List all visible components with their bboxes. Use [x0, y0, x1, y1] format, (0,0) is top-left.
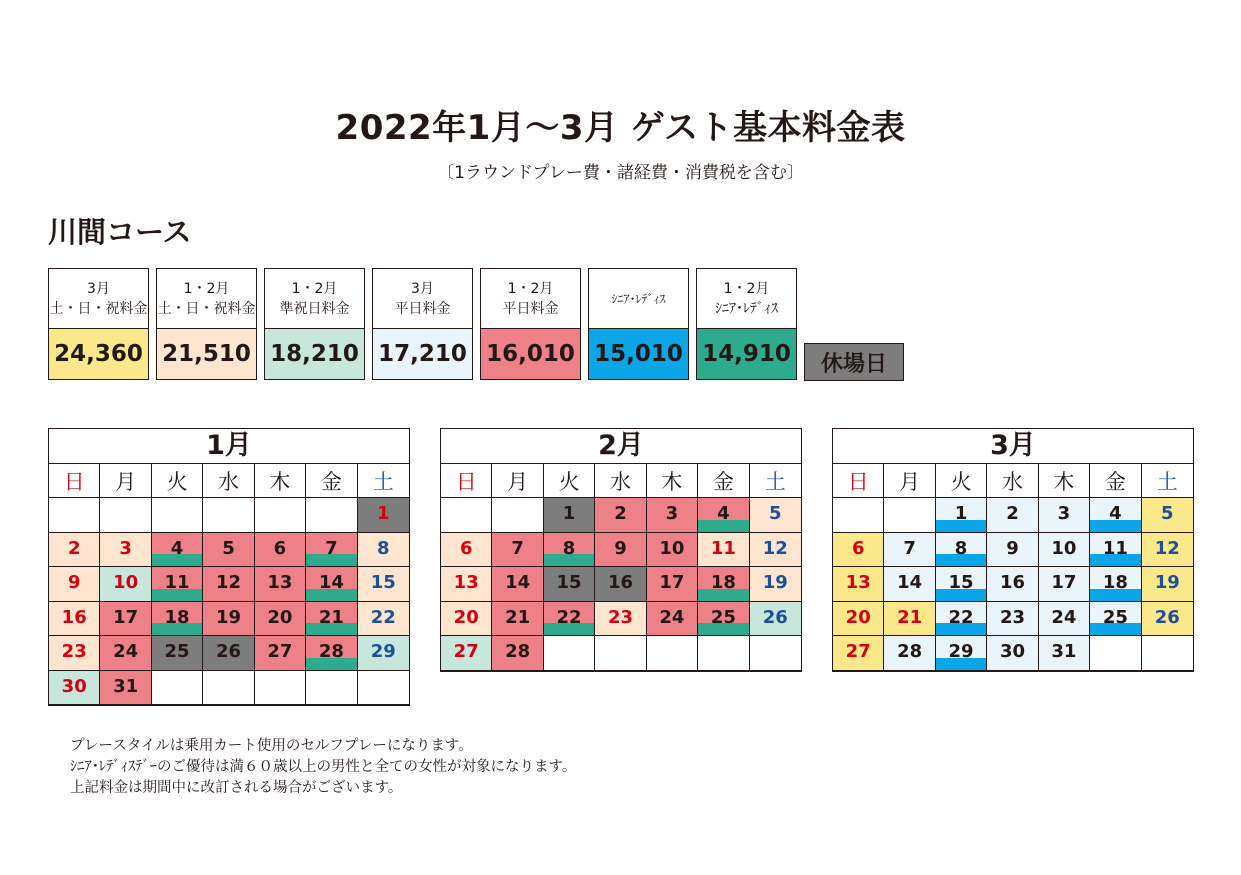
day-cell	[441, 498, 492, 533]
calendar-grid	[833, 464, 1193, 671]
legend-label-line: 平日料金	[394, 300, 451, 317]
day-number: 20	[267, 606, 293, 628]
day-number: 18	[1102, 572, 1128, 593]
day-cell	[750, 636, 801, 671]
month-title: 3月	[833, 429, 1193, 464]
day-cell	[306, 533, 357, 568]
day-cell	[492, 533, 543, 568]
day-cell	[306, 671, 357, 706]
day-cell	[1090, 636, 1141, 671]
closed-day-legend: 休場日	[804, 343, 904, 381]
legend-label	[696, 268, 797, 328]
day-number: 17	[113, 606, 139, 628]
day-cell	[1090, 533, 1141, 568]
day-number: 26	[1154, 606, 1180, 628]
day-cell	[306, 636, 357, 671]
month-title: 2月	[441, 429, 801, 464]
day-cell	[492, 498, 543, 533]
day-cell	[152, 567, 203, 602]
day-number: 17	[1051, 572, 1077, 593]
weekday-header: 水	[987, 464, 1038, 498]
day-cell	[203, 602, 254, 637]
day-number: 27	[845, 641, 871, 662]
day-number: 7	[903, 537, 916, 559]
day-cell	[647, 533, 698, 568]
weekday-header: 日	[49, 464, 100, 498]
weekday-header: 火	[152, 464, 203, 498]
day-cell	[698, 533, 749, 568]
legend-item	[156, 268, 257, 380]
day-number: 15	[948, 572, 974, 593]
weekday-header: 土	[750, 464, 801, 498]
day-number: 6	[851, 537, 865, 559]
day-number: 30	[61, 675, 87, 697]
day-cell	[203, 636, 254, 671]
day-number: 21	[505, 606, 531, 628]
day-number: 20	[453, 606, 479, 628]
day-number: 27	[453, 641, 479, 662]
day-number: 7	[511, 537, 524, 559]
day-number: 29	[948, 641, 974, 662]
course-name: 川間コース	[48, 215, 192, 249]
day-cell	[358, 567, 409, 602]
weekday-header: 木	[255, 464, 306, 498]
day-cell	[49, 636, 100, 671]
day-cell	[255, 636, 306, 671]
day-cell	[306, 602, 357, 637]
day-cell	[49, 671, 100, 706]
day-cell	[833, 567, 884, 602]
day-number: 2	[67, 537, 81, 559]
day-cell	[698, 602, 749, 637]
day-cell	[1090, 567, 1141, 602]
day-number: 19	[1154, 572, 1180, 593]
weekday-header: 水	[203, 464, 254, 498]
day-number: 19	[215, 606, 242, 628]
legend-label	[372, 268, 473, 328]
note-line: ｼﾆｱ･ﾚﾃﾞｨｽﾃﾞｰのご優待は満６０歳以上の男性と全ての女性が対象になります。	[70, 759, 577, 775]
day-number: 14	[505, 572, 531, 593]
day-number: 1	[562, 503, 576, 524]
day-number: 25	[164, 641, 190, 662]
calendar-grid	[49, 464, 409, 705]
day-number: 10	[1051, 537, 1077, 559]
weekday-header: 土	[358, 464, 409, 498]
day-cell	[152, 671, 203, 706]
day-number: 22	[370, 606, 396, 628]
day-number: 25	[710, 606, 736, 628]
legend-price: 14,910	[696, 328, 797, 380]
day-cell	[152, 498, 203, 533]
weekday-header: 金	[306, 464, 357, 498]
day-cell	[255, 671, 306, 706]
day-cell	[833, 498, 884, 533]
day-number: 24	[1051, 606, 1077, 628]
day-number: 21	[318, 606, 344, 628]
day-number: 24	[113, 641, 139, 662]
day-cell	[49, 533, 100, 568]
weekday-header: 火	[936, 464, 987, 498]
day-number: 31	[113, 675, 139, 697]
day-cell	[884, 636, 935, 671]
weekday-header: 月	[492, 464, 543, 498]
day-cell	[698, 498, 749, 533]
day-cell	[595, 602, 646, 637]
day-cell	[936, 533, 987, 568]
day-number: 28	[318, 641, 344, 662]
legend-price: 21,510	[156, 328, 257, 380]
page-title: 2022年1月〜3月 ゲスト基本料金表	[335, 108, 906, 148]
day-number: 4	[717, 503, 730, 524]
day-cell	[492, 636, 543, 671]
legend-label-line: 1・2月	[291, 280, 338, 297]
day-cell	[1142, 602, 1193, 637]
note-line: 上記料金は期間中に改訂される場合がございます。	[70, 780, 403, 796]
day-cell	[647, 567, 698, 602]
day-number: 11	[1102, 537, 1128, 559]
legend-price: 24,360	[48, 328, 149, 380]
day-cell	[152, 636, 203, 671]
legend-label-line: 土・日・祝料金	[157, 300, 256, 317]
day-number: 12	[762, 537, 788, 559]
day-number: 23	[61, 641, 87, 662]
day-cell	[152, 533, 203, 568]
day-cell	[203, 498, 254, 533]
day-cell	[441, 533, 492, 568]
day-cell	[544, 567, 595, 602]
legend-label-line: 1・2月	[183, 280, 230, 297]
day-number: 13	[453, 572, 479, 593]
day-cell	[100, 498, 151, 533]
day-cell	[1039, 602, 1090, 637]
weekday-header: 木	[647, 464, 698, 498]
day-cell	[203, 671, 254, 706]
day-cell	[358, 671, 409, 706]
day-cell	[1142, 636, 1193, 671]
day-cell	[936, 636, 987, 671]
day-cell	[203, 567, 254, 602]
day-cell	[441, 636, 492, 671]
day-cell	[100, 636, 151, 671]
day-number: 27	[267, 641, 293, 662]
day-cell	[49, 567, 100, 602]
day-cell	[1039, 533, 1090, 568]
day-number: 1	[377, 503, 390, 524]
day-cell	[647, 602, 698, 637]
day-cell	[987, 498, 1038, 533]
day-number: 30	[999, 641, 1026, 662]
day-cell	[595, 498, 646, 533]
day-cell	[358, 602, 409, 637]
day-cell	[100, 671, 151, 706]
day-number: 10	[113, 572, 139, 593]
day-number: 13	[267, 572, 293, 593]
day-cell	[358, 533, 409, 568]
day-number: 16	[607, 572, 634, 593]
day-cell	[750, 498, 801, 533]
day-cell	[698, 567, 749, 602]
day-number: 8	[562, 537, 576, 559]
legend-item	[264, 268, 365, 380]
legend-label-line: 1・2月	[507, 280, 554, 297]
month-title: 1月	[49, 429, 409, 464]
legend-label-line: 土・日・祝料金	[49, 300, 148, 317]
day-cell	[1039, 636, 1090, 671]
day-number: 28	[897, 641, 923, 662]
day-number: 5	[1161, 503, 1174, 524]
day-number: 6	[459, 537, 473, 559]
day-cell	[936, 498, 987, 533]
day-number: 15	[556, 572, 582, 593]
day-cell	[750, 533, 801, 568]
legend-label-line: ｼﾆｱ･ﾚﾃﾞｨｽ	[611, 291, 666, 306]
weekday-header: 水	[595, 464, 646, 498]
day-cell	[358, 498, 409, 533]
day-cell	[1142, 533, 1193, 568]
weekday-header: 月	[884, 464, 935, 498]
legend-label	[588, 268, 689, 328]
legend-label	[156, 268, 257, 328]
day-cell	[544, 636, 595, 671]
legend-item	[372, 268, 473, 380]
day-number: 23	[607, 606, 634, 628]
day-cell	[647, 498, 698, 533]
legend-price: 18,210	[264, 328, 365, 380]
day-number: 18	[164, 606, 190, 628]
day-number: 3	[119, 537, 132, 559]
weekday-header: 火	[544, 464, 595, 498]
legend-price: 17,210	[372, 328, 473, 380]
day-number: 26	[215, 641, 242, 662]
day-number: 18	[710, 572, 736, 593]
page-subtitle: 〔1ラウンドプレー費・諸経費・消費税を含む〕	[437, 163, 804, 183]
day-cell	[544, 498, 595, 533]
month-calendar	[832, 428, 1194, 672]
day-number: 4	[1109, 503, 1122, 524]
legend-label	[264, 268, 365, 328]
day-cell	[698, 636, 749, 671]
day-cell	[152, 602, 203, 637]
day-number: 4	[170, 537, 184, 559]
legend-price: 15,010	[588, 328, 689, 380]
day-cell	[544, 533, 595, 568]
day-number: 2	[1006, 503, 1019, 524]
legend-label-line: ｼﾆｱ･ﾚﾃﾞｨｽ	[715, 300, 778, 317]
day-number: 10	[659, 537, 685, 559]
calendar-grid	[441, 464, 801, 671]
day-number: 9	[614, 537, 627, 559]
day-number: 25	[1102, 606, 1128, 628]
notes	[70, 736, 576, 799]
day-number: 8	[377, 537, 390, 559]
day-cell	[987, 567, 1038, 602]
day-number: 5	[222, 537, 235, 559]
day-cell	[255, 602, 306, 637]
legend-label-line: 準祝日料金	[279, 300, 350, 317]
day-number: 7	[325, 537, 338, 559]
day-number: 9	[1006, 537, 1019, 559]
day-cell	[750, 567, 801, 602]
day-cell	[203, 533, 254, 568]
weekday-header: 金	[1090, 464, 1141, 498]
day-number: 29	[370, 641, 396, 662]
day-cell	[255, 533, 306, 568]
legend-label	[48, 268, 149, 328]
day-number: 28	[505, 641, 531, 662]
day-number: 16	[999, 572, 1026, 593]
day-cell	[358, 636, 409, 671]
legend-item	[588, 268, 689, 380]
legend-label-line: 3月	[87, 280, 110, 297]
day-number: 11	[164, 572, 190, 593]
day-number: 3	[1057, 503, 1071, 524]
day-cell	[833, 602, 884, 637]
day-cell	[1090, 602, 1141, 637]
legend-price: 16,010	[480, 328, 581, 380]
day-cell	[255, 567, 306, 602]
day-number: 14	[897, 572, 923, 593]
day-cell	[750, 602, 801, 637]
legend-item	[480, 268, 581, 380]
day-cell	[100, 602, 151, 637]
day-number: 12	[215, 572, 242, 593]
month-calendar	[48, 428, 410, 706]
weekday-header: 月	[100, 464, 151, 498]
day-number: 6	[273, 537, 287, 559]
day-cell	[647, 636, 698, 671]
legend-item	[48, 268, 149, 380]
legend-item	[696, 268, 797, 380]
day-cell	[441, 567, 492, 602]
day-number: 16	[61, 606, 87, 628]
weekday-header: 木	[1039, 464, 1090, 498]
day-number: 31	[1051, 641, 1077, 662]
day-cell	[936, 602, 987, 637]
day-cell	[100, 567, 151, 602]
day-number: 22	[948, 606, 974, 628]
legend-label	[480, 268, 581, 328]
day-number: 11	[710, 537, 736, 559]
day-number: 14	[318, 572, 344, 593]
day-cell	[595, 636, 646, 671]
day-cell	[884, 602, 935, 637]
day-cell	[987, 602, 1038, 637]
day-cell	[441, 602, 492, 637]
day-cell	[1039, 567, 1090, 602]
weekday-header: 日	[833, 464, 884, 498]
day-number: 12	[1154, 537, 1180, 559]
day-cell	[936, 567, 987, 602]
day-number: 9	[67, 572, 81, 593]
day-cell	[884, 498, 935, 533]
day-number: 24	[659, 606, 685, 628]
day-number: 19	[762, 572, 788, 593]
month-calendar	[440, 428, 802, 672]
day-cell	[49, 498, 100, 533]
day-cell	[833, 636, 884, 671]
day-number: 1	[954, 503, 968, 524]
day-cell	[884, 533, 935, 568]
legend-label-line: 3月	[411, 280, 434, 297]
day-cell	[100, 533, 151, 568]
day-cell	[987, 533, 1038, 568]
day-number: 20	[845, 606, 871, 628]
day-number: 2	[614, 503, 627, 524]
day-number: 8	[954, 537, 968, 559]
legend-label-line: 平日料金	[502, 300, 559, 317]
day-number: 21	[897, 606, 923, 628]
day-cell	[492, 602, 543, 637]
weekday-header: 日	[441, 464, 492, 498]
day-cell	[884, 567, 935, 602]
day-number: 17	[659, 572, 685, 593]
legend-label-line: 1・2月	[723, 280, 770, 297]
day-number: 3	[665, 503, 679, 524]
day-number: 15	[370, 572, 396, 593]
day-cell	[595, 533, 646, 568]
day-cell	[49, 602, 100, 637]
day-number: 23	[999, 606, 1026, 628]
day-cell	[987, 636, 1038, 671]
day-cell	[1142, 567, 1193, 602]
day-cell	[833, 533, 884, 568]
day-cell	[306, 567, 357, 602]
day-number: 26	[762, 606, 788, 628]
weekday-header: 土	[1142, 464, 1193, 498]
day-cell	[1039, 498, 1090, 533]
weekday-header: 金	[698, 464, 749, 498]
day-cell	[1090, 498, 1141, 533]
day-number: 5	[769, 503, 782, 524]
day-cell	[544, 602, 595, 637]
note-line: プレースタイルは乗用カート使用のセルフプレーになります。	[70, 738, 473, 754]
day-cell	[255, 498, 306, 533]
day-cell	[306, 498, 357, 533]
day-cell	[1142, 498, 1193, 533]
day-cell	[595, 567, 646, 602]
day-number: 13	[845, 572, 871, 593]
day-cell	[492, 567, 543, 602]
day-number: 22	[556, 606, 582, 628]
